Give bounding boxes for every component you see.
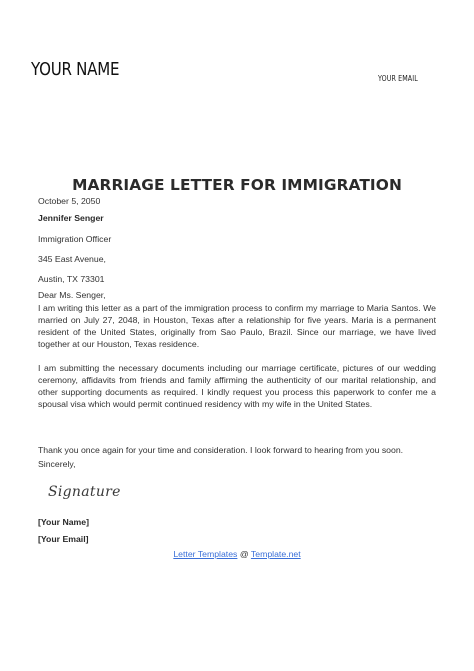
footer-separator: @ bbox=[239, 549, 249, 559]
body-paragraph-3: Thank you once again for your time and consideration. I look forward to hearing from you soon. bbox=[38, 445, 404, 455]
document-title: MARRIAGE LETTER FOR IMMIGRATION bbox=[72, 176, 402, 194]
body-paragraph-2: I am submitting the necessary documents including our marriage certificate, pictures of our wedding ceremony, affidavits from friends and family affirming the authenticity of our marital relationship, and other supporting documents as required. I kindly request you process this paperwork to confer me a spousal visa which would permit continued residency with my wife in the United States. bbox=[38, 363, 436, 410]
letter-templates-link[interactable]: Letter Templates bbox=[173, 549, 238, 559]
body-paragraph-1: I am writing this letter as a part of the immigration process to confirm my marriage to Maria Santos. We married on July 27, 2048, in Houston, Texas after a relationship for five years. Maria is a permanent resident of the United States, originally from Sao Paulo, Brazil. Since our marriage, we have lived together at our Houston, Texas residence. bbox=[38, 303, 436, 350]
letter-date: October 5, 2050 bbox=[38, 196, 101, 206]
closing: Sincerely, bbox=[38, 459, 76, 469]
sender-name: Jennifer Senger bbox=[38, 213, 104, 223]
header-email: YOUR EMAIL bbox=[378, 74, 418, 83]
signoff-email: [Your Email] bbox=[38, 534, 89, 544]
footer bbox=[0, 549, 474, 559]
signature: Signature bbox=[48, 484, 121, 500]
signoff-name: [Your Name] bbox=[38, 517, 90, 527]
header-name: YOUR NAME bbox=[31, 60, 120, 80]
recipient-title: Immigration Officer bbox=[38, 234, 112, 244]
salutation: Dear Ms. Senger, bbox=[38, 290, 106, 300]
template-net-link[interactable]: Template.net bbox=[250, 549, 301, 559]
recipient-street: 345 East Avenue, bbox=[38, 254, 106, 264]
recipient-city: Austin, TX 73301 bbox=[38, 274, 105, 284]
